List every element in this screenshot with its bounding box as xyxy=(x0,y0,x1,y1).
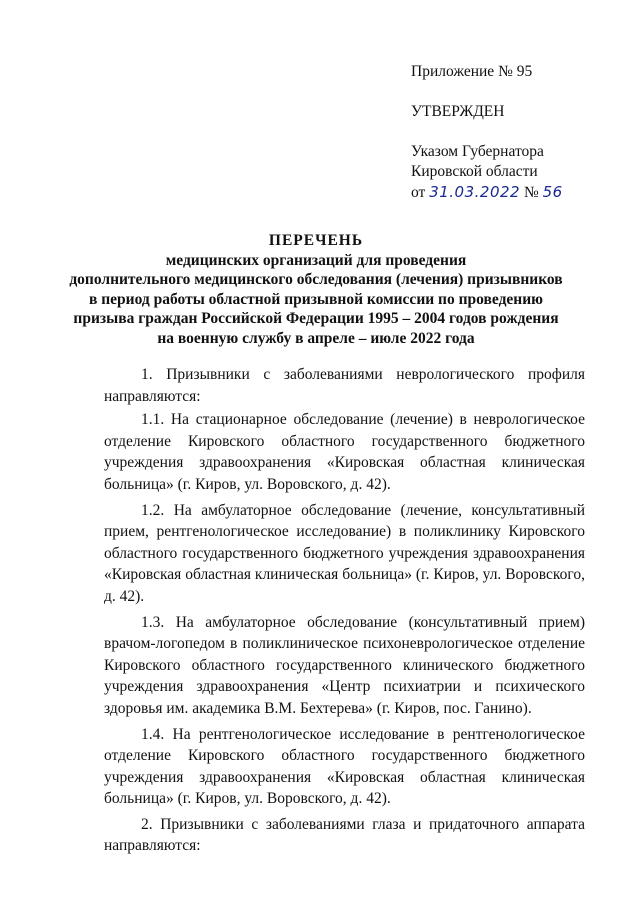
number-label: № xyxy=(523,184,539,201)
document-title xyxy=(60,231,572,349)
decree-date-line xyxy=(411,182,611,203)
title-line: призыва граждан Российской Федерации 1995 – 2004 годов рождения xyxy=(73,310,559,328)
decree-line-2: Кировской области xyxy=(411,163,538,180)
paragraph-1-2: 1.2. На амбулаторное обследование (лечение, консультативный прием, рентгенологическое исследование) в поликлинику Кировского областного государственного бюджетного учреждения здравоохранения «Кировская областная клиническая больница» (г. Киров, ул. Воровского, д. 42). xyxy=(104,501,585,605)
paragraph-2: 2. Призывники с заболеваниями глаза и придаточного аппарата направляются: xyxy=(104,815,585,855)
title-line: дополнительного медицинского обследования (лечения) призывников xyxy=(69,271,563,289)
paragraph-1-1: 1.1. На стационарное обследование (лечение) в неврологическое отделение Кировского областного государственного бюджетного учреждения здравоохранения «Кировская областная клиническая больница» (г. Киров, ул. Воровского, д. 42). xyxy=(104,411,585,493)
title-line: в период работы областной призывной комиссии по проведению xyxy=(89,290,543,308)
approved-label: УТВЕРЖДЕН xyxy=(411,103,505,120)
handwritten-number: 56 xyxy=(542,183,563,201)
title-line: на военную службу в апреле – июле 2022 года xyxy=(157,329,475,347)
paragraph-1-4: 1.4. На рентгенологическое исследование в рентгенологическое отделение Кировского областного государственного бюджетного учреждения здравоохранения «Кировская областная клиническая больница» (г. Киров, ул. Воровского, д. 42). xyxy=(104,725,585,808)
document-body xyxy=(104,364,585,859)
decree-line-1: Указом Губернатора xyxy=(411,143,544,160)
title-line: медицинских организаций для проведения xyxy=(165,251,467,269)
paragraph-1-3: 1.3. На амбулаторное обследование (консультативный прием) врачом-логопедом в поликлиническое психоневрологическое отделение Кировского областного государственного клинического бюджетного учреждения здравоохранения «Центр психиатрии и психического здоровья им. академика В.М. Бехтерева» (г. Киров, пос. Ганино). xyxy=(104,613,585,717)
title-heading: ПЕРЕЧЕНЬ xyxy=(268,232,364,249)
appendix-number: Приложение № 95 xyxy=(411,63,533,80)
handwritten-date: 31.03.2022 xyxy=(429,183,521,201)
paragraph-1: 1. Призывники с заболеваниями неврологического профиля направляются: xyxy=(104,366,585,405)
approval-block xyxy=(411,62,611,203)
from-label: от xyxy=(411,184,426,201)
